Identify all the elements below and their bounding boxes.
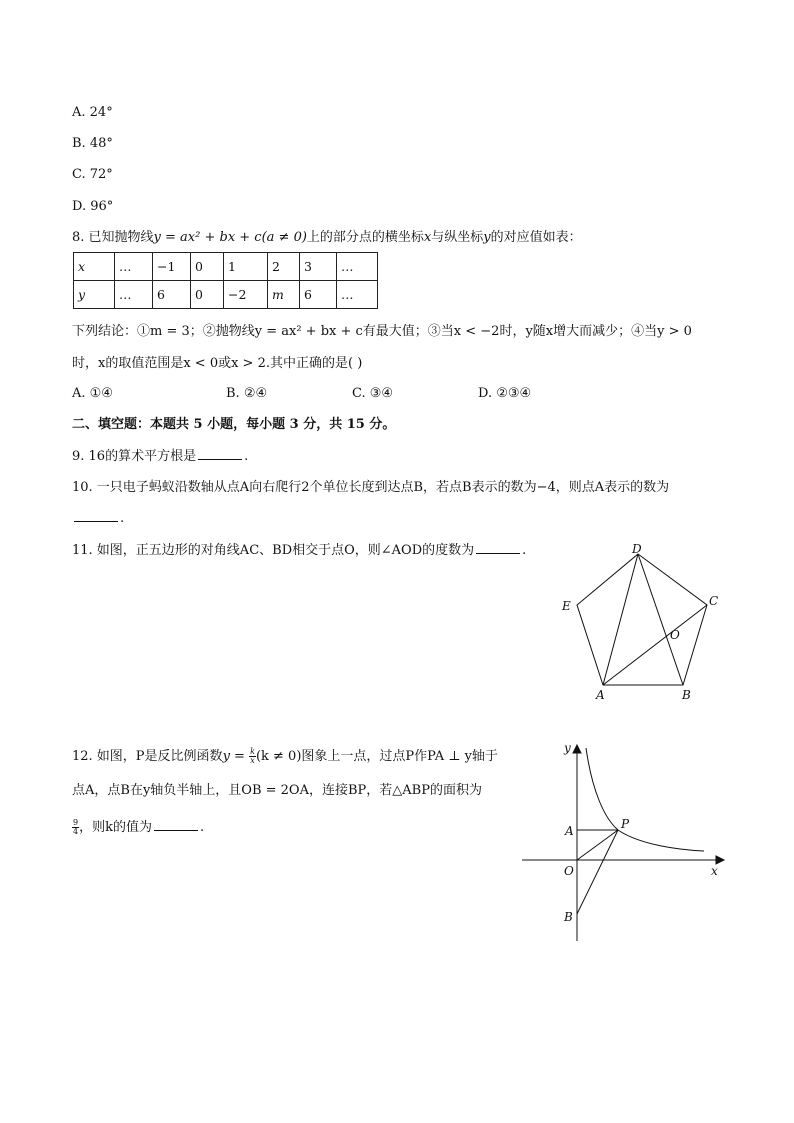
label-a: A [596,688,605,702]
section-heading: 二、填空题：本题共 5 小题，每小题 3 分，共 15 分。 [72,417,396,432]
answer-blank [74,509,118,522]
table-cell: y [74,281,115,309]
q10-line2-end: . [120,511,125,526]
q9-text [72,447,248,466]
table-cell: … [115,253,153,281]
q11-text-a: 11. 如图，正五边形的对角线AC、BD相交于点O，则∠AOD的度数为 [72,543,475,558]
fraction-denominator: 4 [73,827,79,836]
q12-line3 [72,818,204,837]
segment-op [577,830,618,860]
q8-stem-y: y [483,230,491,245]
q10-line2 [72,509,124,528]
table-row-y [74,281,378,309]
q8-conclusion-line1: 下列结论：①m = 3；②抛物线y = ax² + bx + c有最大值；③当x < −2时，y随x增大而减少；④当y > 0 [72,324,692,339]
table-cell: … [337,253,378,281]
q8-stem-a: 8. 已知抛物线 [72,230,154,245]
label-e: E [562,599,571,613]
q10-line1: 10. 一只电子蚂蚁沿数轴从点A向右爬行2个单位长度到达点B，若点B表示的数为−4，则点A表示的数为 [72,480,670,495]
q8-choice-c: C. ③④ [352,386,394,401]
table-row-x [74,253,378,281]
pentagon-figure [555,540,735,710]
table-cell: −2 [224,281,268,309]
table-cell: x [74,253,115,281]
segment-bp [577,830,618,914]
q8-choice-d: D. ②③④ [478,386,532,401]
table-cell: 2 [268,253,300,281]
q8-stem-b: 上的部分点的横坐标 [306,230,424,245]
q8-stem-c: 与纵坐标 [431,230,484,245]
diagonal-bd [638,554,683,685]
q8-choice-a: A. ①④ [72,386,113,401]
q12-line2: 点A，点B在y轴负半轴上，且OB = 2OA，连接BP，若△ABP的面积为 [72,783,482,798]
q7-option-b: B. 48° [72,136,113,151]
q12-line1 [72,748,498,766]
label-o: O [564,864,574,878]
table-cell: … [337,281,378,309]
q12-line1-b: (k ≠ 0)图象上一点，过点P作PA ⊥ y轴于 [255,749,498,764]
q8-stem-formula: y = ax² + bx + c(a ≠ 0) [153,230,307,245]
answer-blank [154,818,198,831]
table-cell: 3 [300,253,337,281]
q8-stem [72,229,582,247]
label-d: D [632,542,642,556]
table-cell: −1 [153,253,191,281]
q8-conclusion-line2: 时，x的取值范围是x < 0或x > 2.其中正确的是( ) [72,356,363,371]
q7-option-d: D. 96° [72,199,114,214]
answer-blank [476,541,520,554]
table-cell: 0 [191,253,224,281]
fraction-numerator: k [250,747,255,756]
q8-stem-x: x [423,230,432,245]
x-axis-arrow [716,856,724,864]
diagonal-ac [603,605,707,685]
label-y: y [564,741,571,755]
q7-option-c: C. 72° [72,167,113,182]
label-p: P [621,817,630,831]
diagonal-ad [603,554,638,685]
label-o: O [670,628,680,642]
q9-text-b: . [244,449,249,464]
q8-choice-b: B. ②④ [226,386,268,401]
q11-text [72,541,526,560]
q12-fraction-k-over-x [249,748,256,765]
table-cell: m [268,281,300,309]
table-cell: 6 [153,281,191,309]
y-axis-arrow [573,745,581,753]
hyperbola-figure [515,738,735,948]
table-cell: 0 [191,281,224,309]
q12-fn-lhs: y = [222,749,245,764]
q12-line1-a: 12. 如图，P是反比例函数 [72,749,223,764]
q12-line3-end: . [199,820,205,835]
label-b: B [564,910,573,924]
fraction-denominator: x [250,756,255,765]
q12-line3-b: ，则k的值为 [79,820,152,835]
q8-value-table [73,252,378,309]
answer-blank [198,447,242,460]
q11-text-b: . [522,543,527,558]
table-cell: … [115,281,153,309]
label-c: C [709,594,719,608]
label-b: B [682,688,691,702]
q7-option-a: A. 24° [72,105,113,120]
q8-stem-d: 的对应值如表： [490,230,582,245]
label-a: A [565,824,574,838]
hyperbola-curve [586,748,704,851]
q9-text-a: 9. 16的算术平方根是 [72,449,197,464]
label-x: x [711,864,718,878]
table-cell: 1 [224,253,268,281]
table-cell: 6 [300,281,337,309]
fraction-numerator: 9 [73,818,79,827]
